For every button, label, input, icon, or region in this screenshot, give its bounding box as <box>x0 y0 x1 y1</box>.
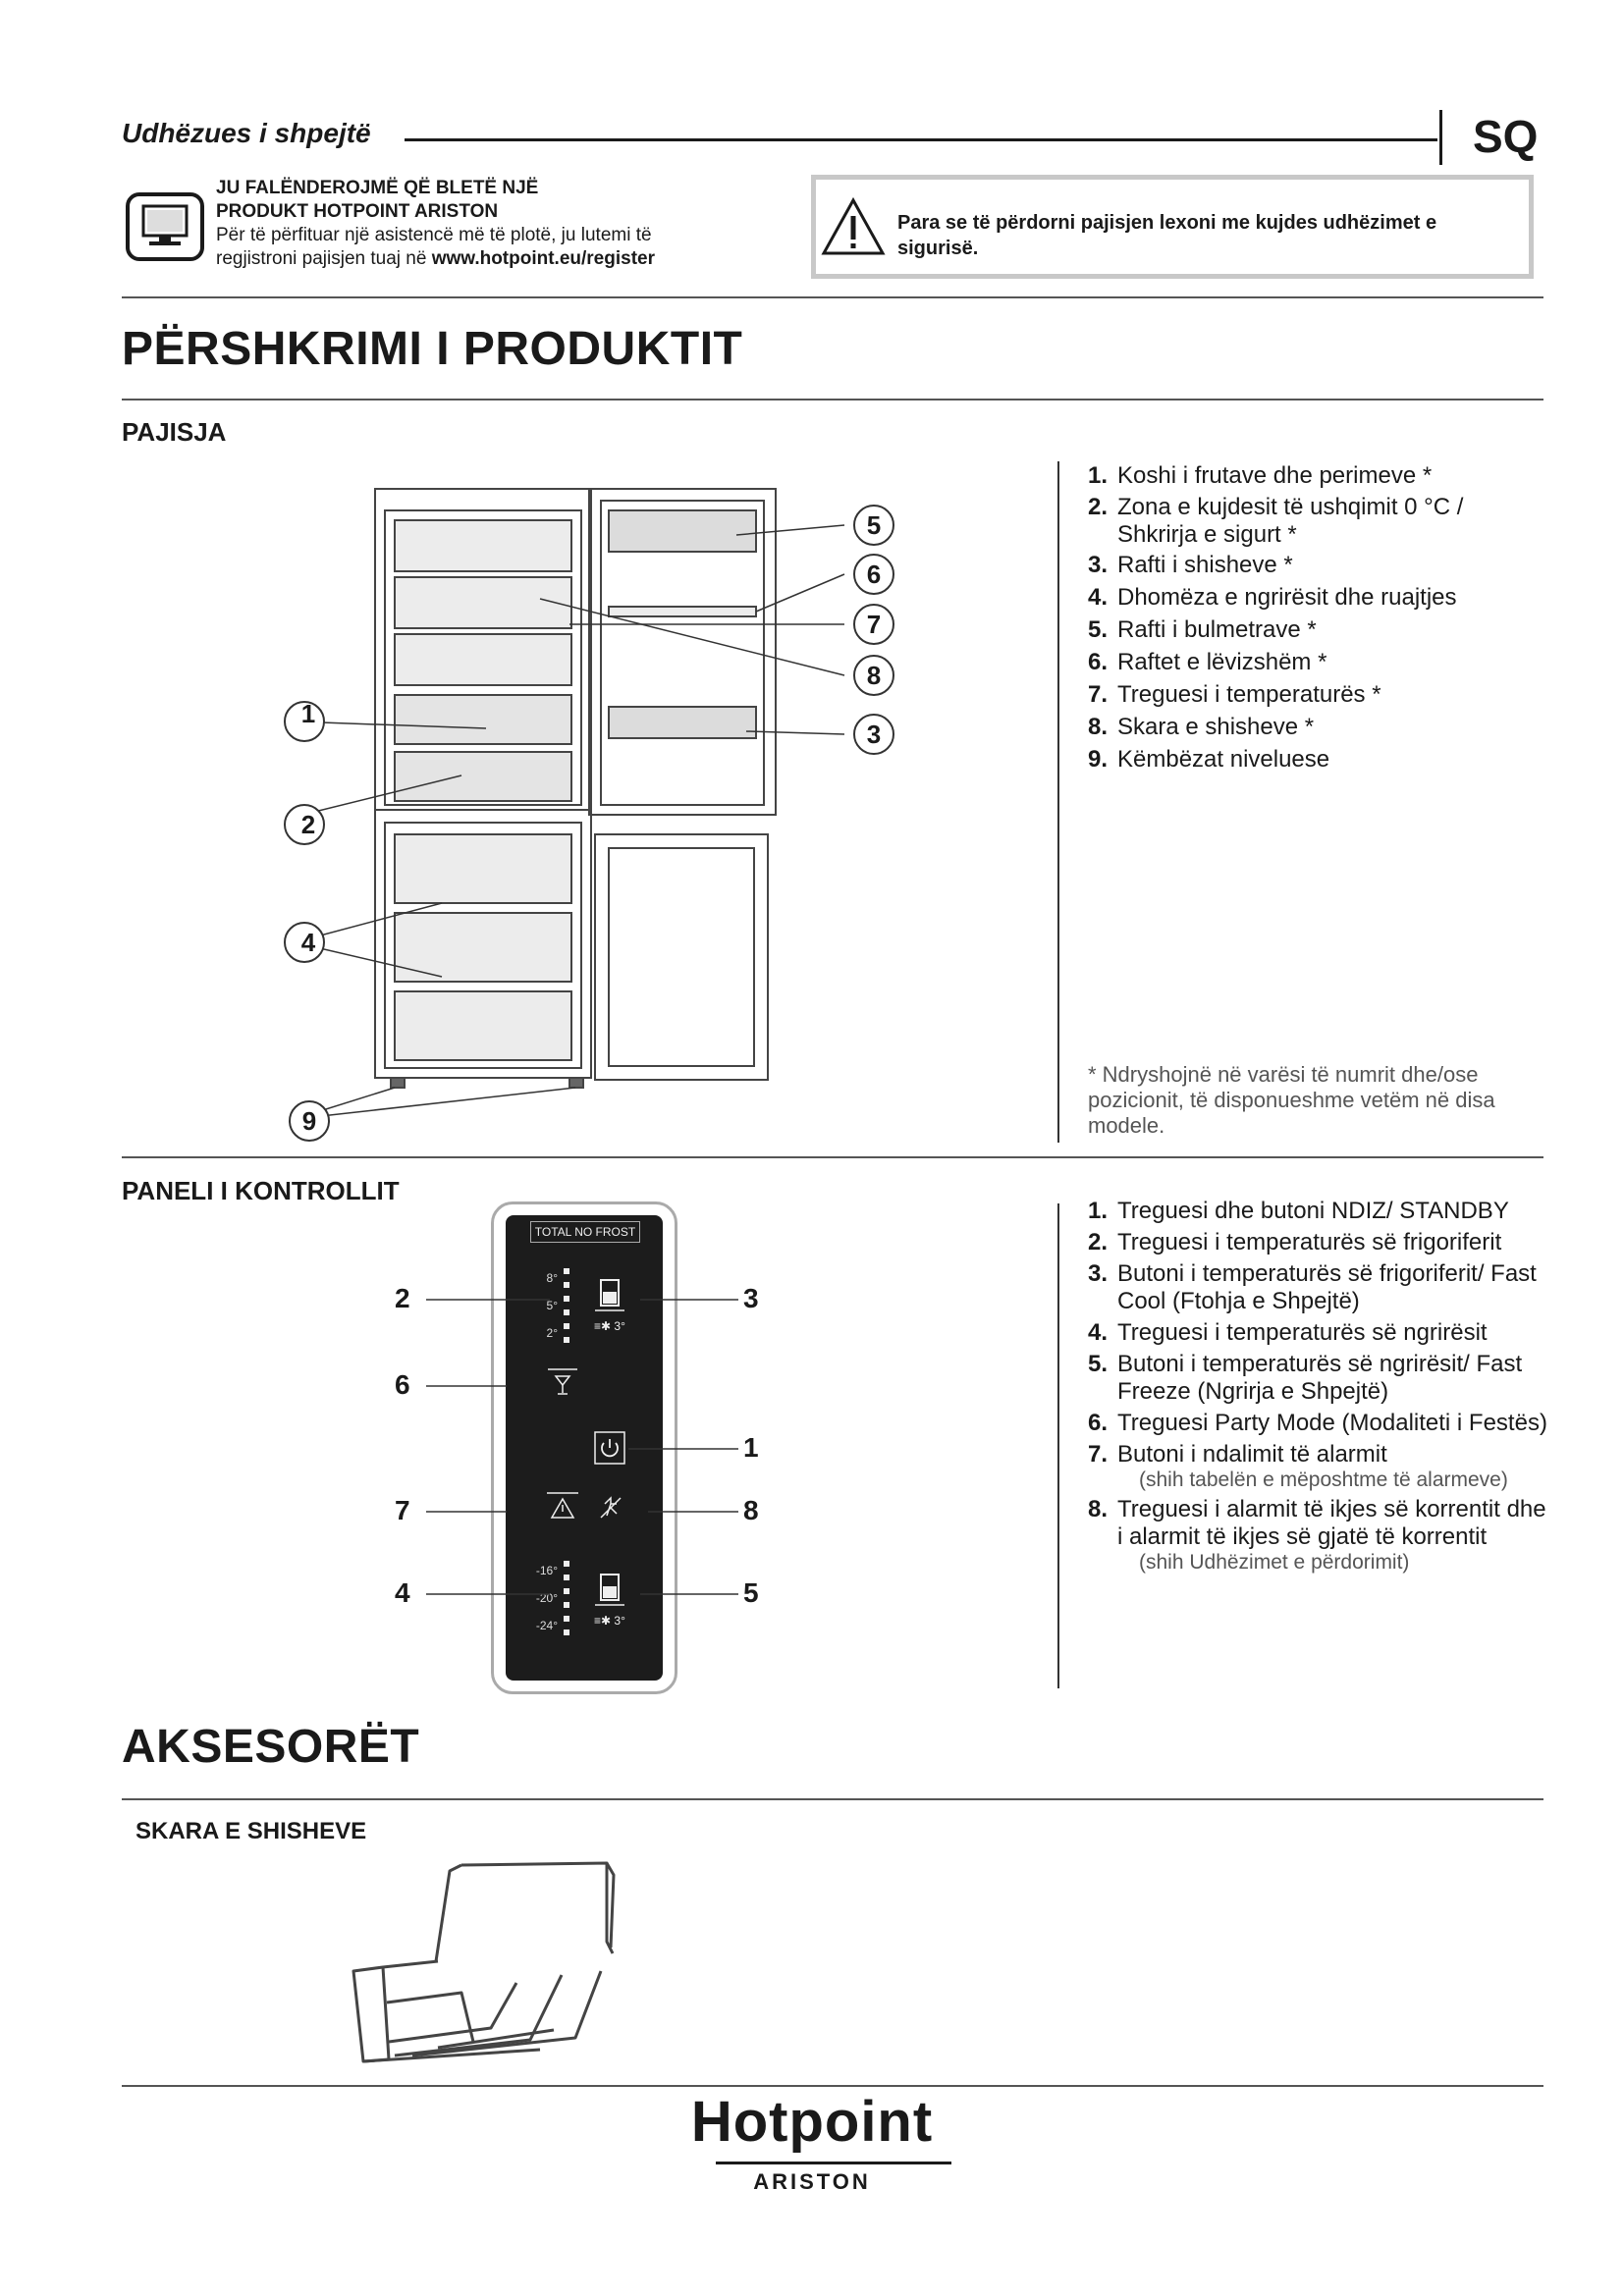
fridge-callout-8: 8 <box>866 661 882 690</box>
column-separator <box>1057 1203 1059 1688</box>
fridge-callout-4: 4 <box>300 928 316 957</box>
list-item: 4. Treguesi i temperaturës së ngrirësit <box>1088 1319 1488 1346</box>
list-item: 2. Treguesi i temperaturës së frigoriferit <box>1088 1229 1502 1255</box>
appliance-parts-list <box>1088 459 1530 775</box>
fridge-callout-1: 1 <box>300 699 316 728</box>
register-link[interactable]: www.hotpoint.eu/register <box>431 248 655 269</box>
thanks-line-2: PRODUKT HOTPOINT ARISTON <box>216 201 499 222</box>
list-item: 3. Butoni i temperaturës së frigoriferit/ Fast Cool (Ftohja e Shpejtë) <box>1088 1260 1537 1314</box>
ariston-logo: ARISTON <box>753 2169 871 2194</box>
footer-rule <box>122 2085 1543 2087</box>
fridge-diagram <box>275 481 923 1158</box>
column-separator <box>1057 461 1059 1143</box>
appliance-heading: PAJISJA <box>122 417 227 447</box>
availability-note: * Ndryshojnë në varësi të numrit dhe/ose pozicionit, të disponueshme vetëm në disa modele. <box>1088 1062 1495 1138</box>
list-item: 5. Butoni i temperaturës së ngrirësit/ Fast Freeze (Ngrirja e Shpejtë) <box>1088 1351 1523 1405</box>
logo-underline <box>716 2162 951 2164</box>
freezer-temp-scale: -16° -20° -24° <box>535 1564 558 1632</box>
bottle-rack-illustration <box>344 1845 628 2071</box>
header-rule <box>405 138 1437 141</box>
section-rule <box>122 296 1543 298</box>
hotpoint-logo: Hotpoint <box>690 2090 934 2154</box>
section-rule <box>122 1156 1543 1158</box>
control-panel-heading: PANELI I KONTROLLIT <box>122 1176 400 1205</box>
title-rule <box>122 1798 1543 1800</box>
panel-label: TOTAL NO FROST <box>530 1221 640 1243</box>
fridge-callout-9: 9 <box>301 1106 317 1136</box>
thanks-line-3: Për të përfituar një asistencë më të plotë, ju lutemi të <box>216 225 652 245</box>
list-item: 5. Rafti i bulmetrave * <box>1088 616 1317 643</box>
fridge-callout-2: 2 <box>300 810 316 839</box>
control-panel-list <box>1088 1198 1549 1575</box>
monitor-icon <box>126 192 204 261</box>
thanks-line-4: regjistroni pajisjen tuaj në <box>216 248 432 269</box>
title-rule <box>122 399 1543 400</box>
list-item: 1. Koshi i frutave dhe perimeve * <box>1088 462 1433 489</box>
bottle-rack-heading: SKARA E SHISHEVE <box>135 1818 367 1844</box>
panel-callout-3: 3 <box>743 1283 759 1313</box>
thanks-line-1: JU FALËNDEROJMË QË BLETË NJË <box>216 178 539 198</box>
list-item: 9. Këmbëzat niveluese <box>1088 746 1330 773</box>
list-item: 7. Treguesi i temperaturës * <box>1088 681 1381 708</box>
list-item: 2. Zona e kujdesit të ushqimit 0 °C / Shkrirja e sigurt * <box>1088 494 1464 548</box>
fridge-temp-scale: 8° 5° 2° <box>546 1271 558 1340</box>
product-description-title: PËRSHKRIMI I PRODUKTIT <box>122 323 743 375</box>
panel-callout-lines <box>422 1276 746 1629</box>
panel-callout-7: 7 <box>395 1495 410 1525</box>
list-item: 3. Rafti i shisheve * <box>1088 552 1293 578</box>
fridge-callout-7: 7 <box>866 610 882 639</box>
list-item: 6. Treguesi Party Mode (Modaliteti i Festës) <box>1088 1410 1547 1436</box>
list-item-note: (shih Udhëzimet e përdorimit) <box>1139 1551 1410 1574</box>
panel-callout-5: 5 <box>743 1577 759 1608</box>
panel-callout-8: 8 <box>743 1495 759 1525</box>
safety-warning-text: Para se të përdorni pajisjen lexoni me kujdes udhëzimet e sigurisë. <box>897 212 1437 259</box>
panel-callout-2: 2 <box>395 1283 410 1313</box>
list-item: 4. Dhomëza e ngrirësit dhe ruajtjes <box>1088 584 1457 611</box>
list-item: 7. Butoni i ndalimit të alarmit <box>1088 1441 1387 1468</box>
list-item: 8. Treguesi i alarmit të ikjes së korrentit dhe i alarmit të ikjes së gjatë të korrentit <box>1088 1496 1546 1550</box>
panel-callout-6: 6 <box>395 1369 410 1400</box>
document-type-title: Udhëzues i shpejtë <box>122 118 371 148</box>
list-item: 8. Skara e shisheve * <box>1088 714 1315 740</box>
panel-callout-1: 1 <box>743 1432 759 1463</box>
warning-triangle-icon <box>821 196 886 257</box>
fast-freeze-label: ≡✱ 3° <box>594 1614 625 1628</box>
list-item: 6. Raftet e lëvizshëm * <box>1088 649 1327 675</box>
language-code: SQ <box>1473 111 1539 162</box>
fridge-callout-3: 3 <box>866 720 882 749</box>
fridge-callout-5: 5 <box>866 510 882 540</box>
fast-cool-label: ≡✱ 3° <box>594 1319 625 1333</box>
header-divider <box>1439 110 1442 165</box>
list-item-note: (shih tabelën e mëposhtme të alarmeve) <box>1139 1468 1508 1491</box>
list-item: 1. Treguesi dhe butoni NDIZ/ STANDBY <box>1088 1198 1509 1224</box>
fridge-callout-6: 6 <box>866 560 882 589</box>
accessories-title: AKSESORËT <box>122 1721 420 1773</box>
panel-callout-4: 4 <box>395 1577 410 1608</box>
registration-text <box>216 177 655 271</box>
